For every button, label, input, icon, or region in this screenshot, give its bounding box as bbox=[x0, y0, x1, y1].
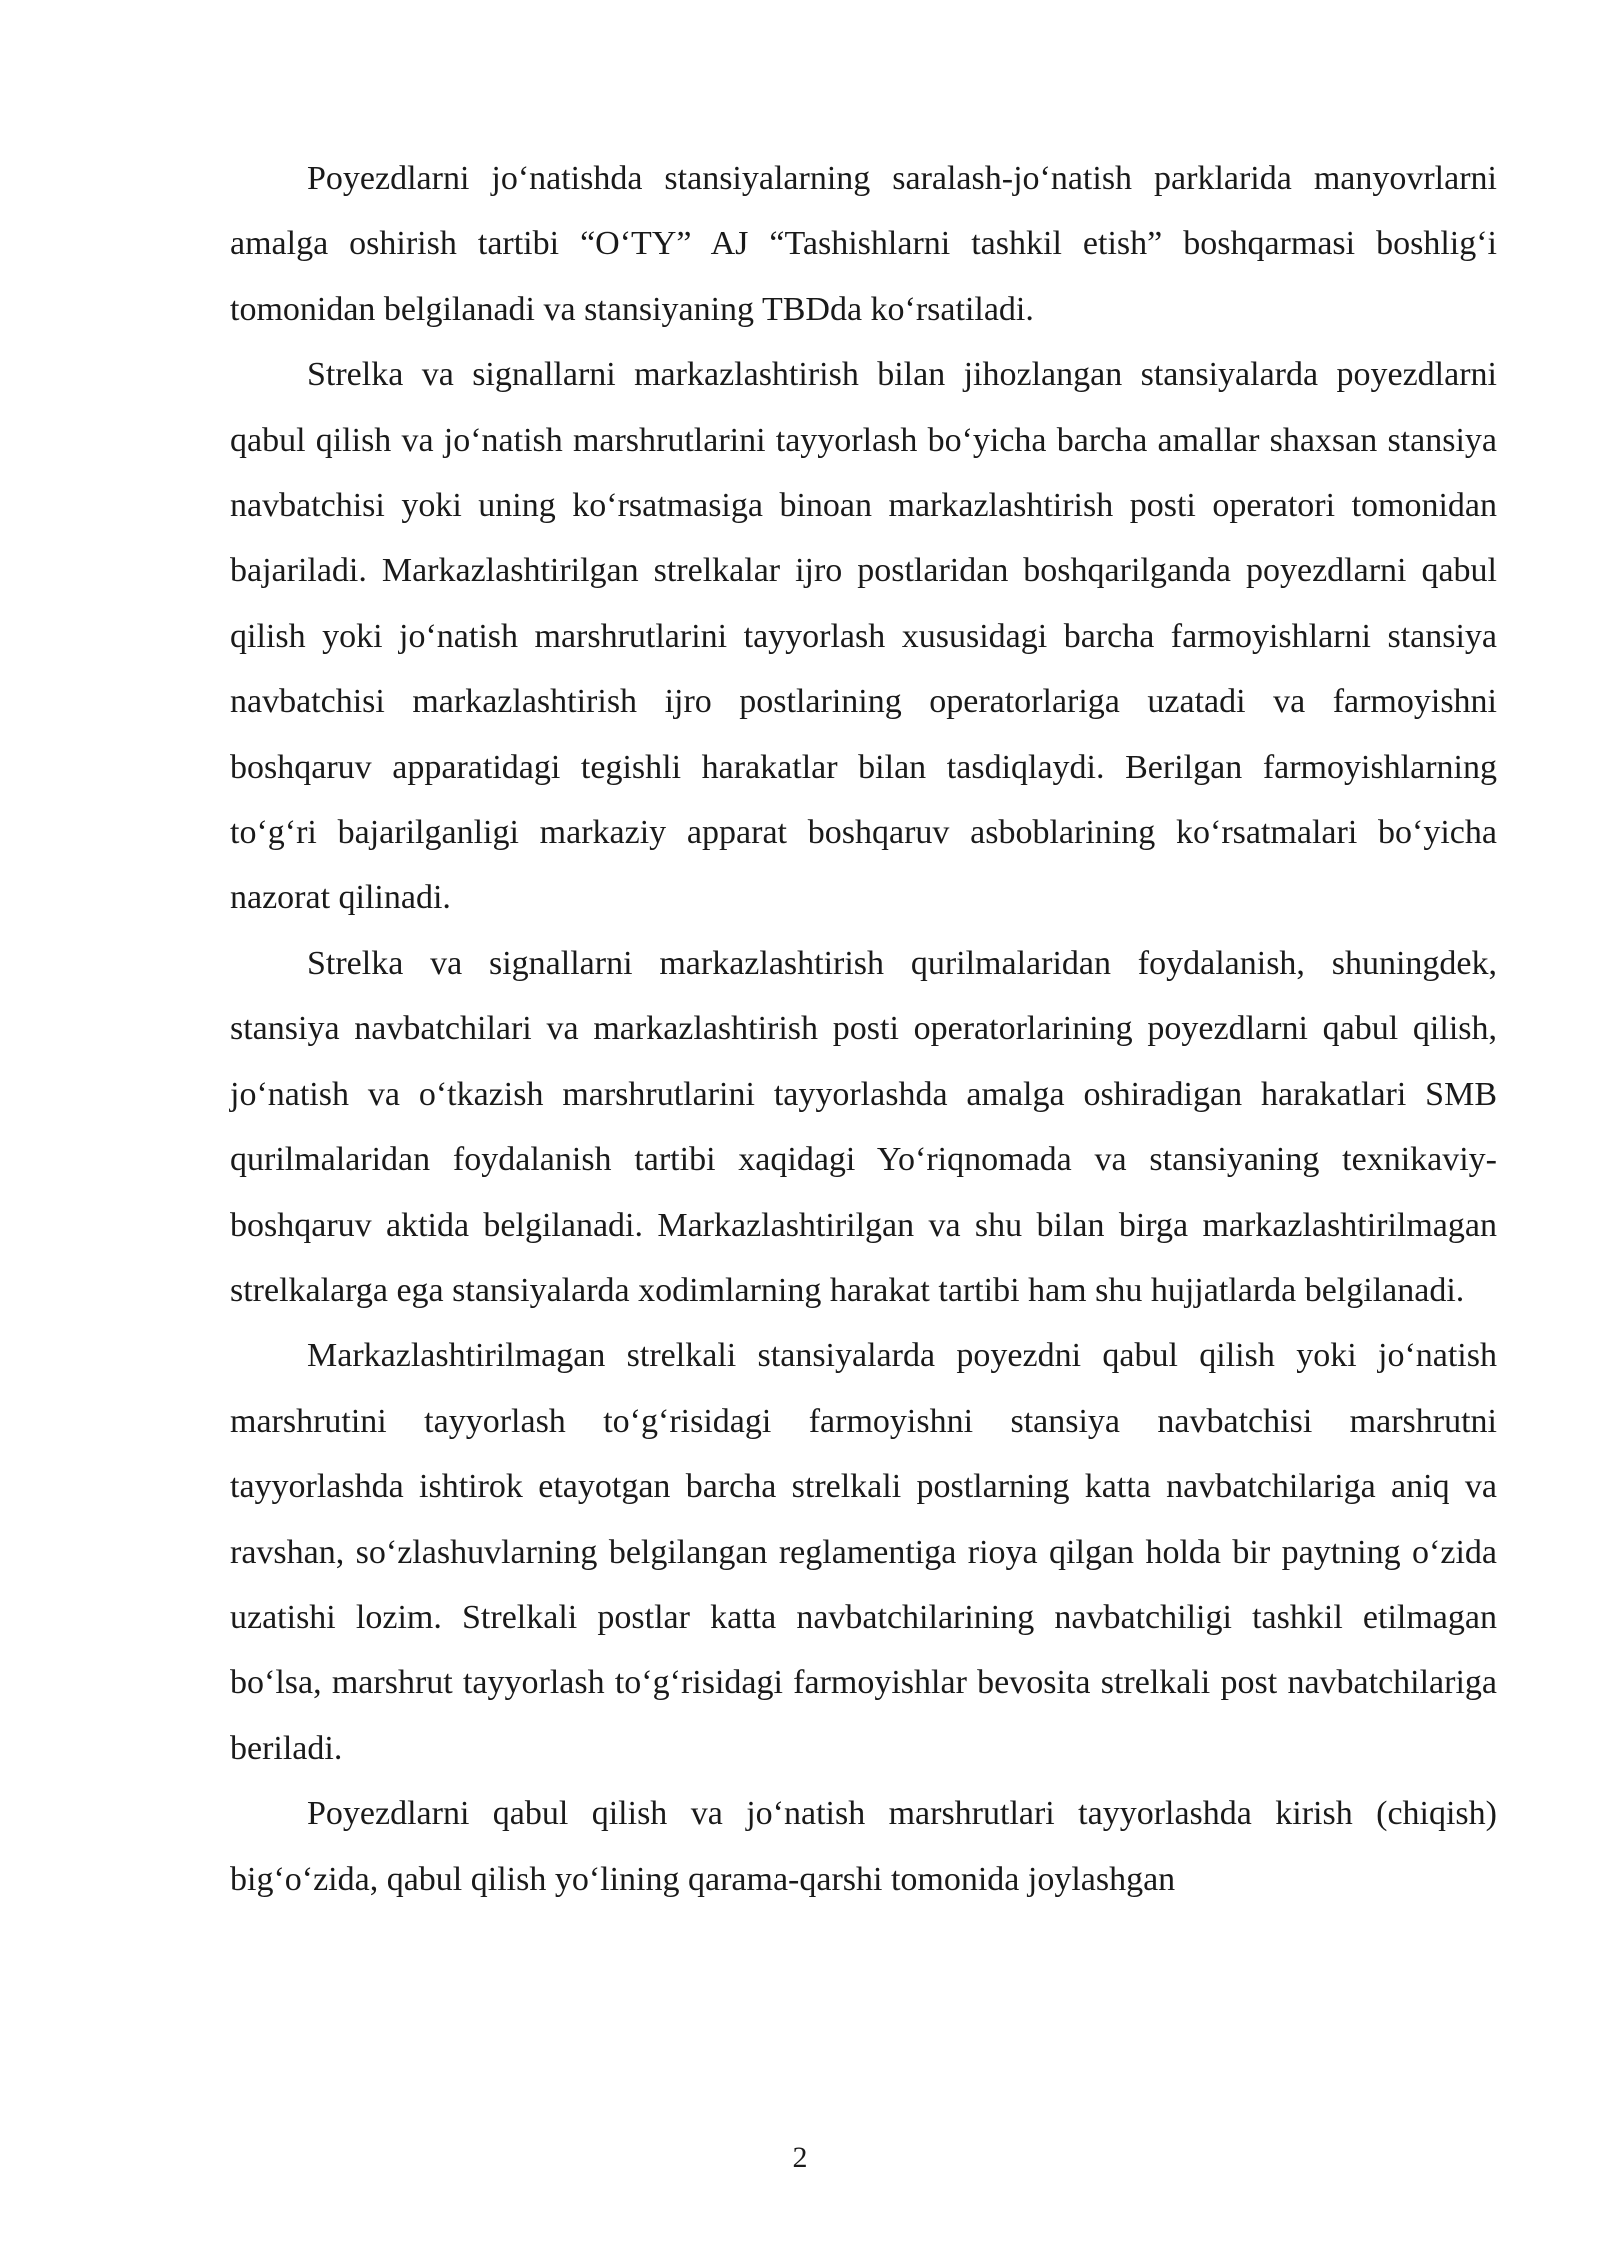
paragraph-5: Poyezdlarni qabul qilish va jo‘natish marshrutlari tayyorlashda kirish (chiqish) big‘o‘zida, qabul qilish yo‘lining qarama-qarshi tomonida joylashgan bbox=[230, 1795, 1497, 1898]
document-body bbox=[230, 146, 1497, 1912]
paragraph-3: Strelka va signallarni markazlashtirish qurilmalaridan foydalanish, shuningdek, stansiya navbatchilari va markazlashtirish posti operatorlarining poyezdlarni qabul qilish, jo‘natish va o‘tkazish marshrutlarini tayyorlashda amalga oshiradigan harakatlari SMB qurilmalaridan foydalanish tartibi xaqidagi Yo‘riqnomada va stansiyaning texnikaviy- boshqaruv aktida belgilanadi. Markazlashtirilgan va shu bilan birga markazlashtirilmagan strelkalarga ega stansiyalarda xodimlarning harakat tartibi ham shu hujjatlarda belgilanadi. bbox=[230, 944, 1497, 1309]
page-number: 2 bbox=[792, 2141, 808, 2174]
paragraph-4: Markazlashtirilmagan strelkali stansiyalarda poyezdni qabul qilish yoki jo‘natish marshrutini tayyorlash to‘g‘risidagi farmoyishni stansiya navbatchisi marshrutni tayyorlashda ishtirok etayotgan barcha strelkali postlarning katta navbatchilariga aniq va ravshan, so‘zlashuvlarning belgilangan reglamentiga rioya qilgan holda bir paytning o‘zida uzatishi lozim. Strelkali postlar katta navbatchilarining navbatchiligi tashkil etilmagan bo‘lsa, marshrut tayyorlash to‘g‘risidagi farmoyishlar bevosita strelkali post navbatchilariga beriladi. bbox=[230, 1337, 1497, 1767]
paragraph-2: Strelka va signallarni markazlashtirish bilan jihozlangan stansiyalarda poyezdlarni qabul qilish va jo‘natish marshrutlarini tayyorlash bo‘yicha barcha amallar shaxsan stansiya navbatchisi yoki uning ko‘rsatmasiga binoan markazlashtirish posti operatori tomonidan bajariladi. Markazlashtirilgan strelkalar ijro postlaridan boshqarilganda poyezdlarni qabul qilish yoki jo‘natish marshrutlarini tayyorlash xususidagi barcha farmoyishlarni stansiya navbatchisi markazlashtirish ijro postlarining operatorlariga uzatadi va farmoyishni boshqaruv apparatidagi tegishli harakatlar bilan tasdiqlaydi. Berilgan farmoyishlarning to‘g‘ri bajarilganligi markaziy apparat boshqaruv asboblarining ko‘rsatmalari bo‘yicha nazorat qilinadi. bbox=[230, 356, 1497, 917]
paragraph-1: Poyezdlarni jo‘natishda stansiyalarning saralash-jo‘natish parklarida manyovrlarni amalga oshirish tartibi “O‘TY” AJ “Tashishlarni tashkil etish” boshqarmasi boshlig‘i tomonidan belgilanadi va stansiyaning TBDda ko‘rsatiladi. bbox=[230, 160, 1497, 328]
